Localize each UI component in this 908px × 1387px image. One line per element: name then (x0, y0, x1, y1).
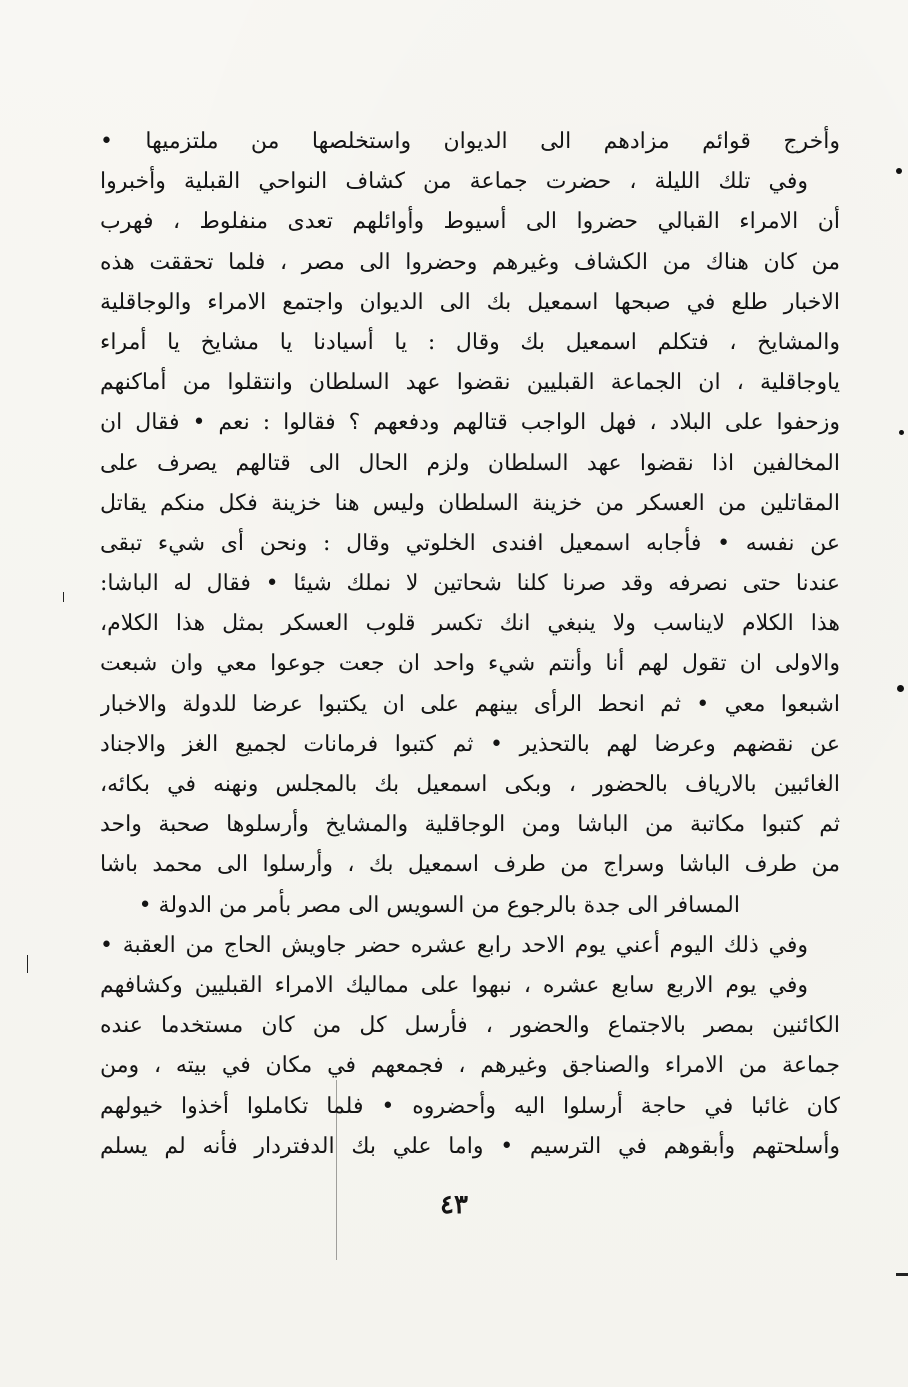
text-line: ثم كتبوا مكاتبة من الباشا ومن الوجاقلية والمشايخ وأرسلوها صحبة واحد (100, 812, 840, 838)
text-line: والاولى ان تقول لهم أنا وأنتم شيء واحد ان جعت جوعوا معي وان شبعت (100, 651, 840, 677)
margin-speck (63, 592, 64, 602)
text-line: الغائبين بالارياف بالحضور ، وبكى اسمعيل بك بالمجلس ونهنه في بكائه، (100, 772, 840, 797)
text-line: هذا الكلام لايناسب ولا ينبغي انك تكسر قلوب العسكر بمثل هذا الكلام، (100, 611, 840, 637)
body-text (100, 122, 840, 1167)
text-line: كان غائبا في حاجة أرسلوا اليه وأحضروه • فلما تكاملوا أخذوا خيولهم (100, 1093, 840, 1119)
margin-speck (896, 1273, 908, 1276)
text-line: المقاتلين من العسكر من خزينة السلطان وليس هنا خزينة فكل منكم يقاتل (100, 490, 840, 516)
text-line: اشبعوا معي • ثم انحط الرأى بينهم على ان يكتبوا عرضا للدولة والاخبار (100, 691, 840, 717)
text-line: وفي تلك الليلة ، حضرت جماعة من كشاف النواحي القبلية وأخبروا (100, 169, 808, 195)
text-line: جماعة من الامراء والصناجق وغيرهم ، فجمعهم في مكان في بيته ، ومن (100, 1053, 840, 1079)
text-line: وأسلحتهم وأبقوهم في الترسيم • واما علي بك الدفتردار فأنه لم يسلم (100, 1133, 840, 1159)
text-line: ياوجاقلية ، ان الجماعة القبليين نقضوا عهد السلطان وانتقلوا من أماكنهم (100, 370, 840, 396)
text-line: وفي يوم الاربع سابع عشره ، نبهوا على مماليك الامراء القبليين وكشافهم (100, 972, 808, 998)
page-number: ٤٣ (440, 1190, 468, 1220)
text-line: والمشايخ ، فتكلم اسمعيل بك وقال : يا أسيادنا يا مشايخ يا أمراء (100, 329, 840, 355)
text-line: الكائنين بمصر بالاجتماع والحضور ، فأرسل كل من كان مستخدما عنده (100, 1013, 840, 1039)
text-line: عن نقضهم وعرضا لهم بالتحذير • ثم كتبوا فرمانات لجميع الغز والاجناد (100, 731, 840, 757)
text-line: وفي ذلك اليوم أعني يوم الاحد رابع عشره حضر جاويش الحاج من العقبة • (100, 932, 808, 958)
text-line: عن نفسه • فأجابه اسمعيل افندى الخلوتي وقال : ونحن أى شيء تبقى (100, 530, 840, 556)
text-line: أن الامراء القبالي حضروا الى أسيوط وأوائلهم تعدى منفلوط ، فهرب (100, 209, 840, 235)
margin-speck (897, 685, 904, 692)
margin-speck (899, 430, 904, 435)
text-line: من طرف الباشا وسراج من طرف اسمعيل بك ، وأرسلوا الى محمد باشا (100, 852, 840, 878)
text-line: الاخبار طلع في صبحها اسمعيل بك الى الديوان واجتمع الامراء والوجاقلية (100, 289, 840, 315)
margin-speck (896, 168, 902, 174)
page-crease (336, 1080, 337, 1260)
text-line: المسافر الى جدة بالرجوع من السويس الى مصر بأمر من الدولة • (138, 892, 740, 918)
text-line: وزحفوا على البلاد ، فهل الواجب قتالهم ودفعهم ؟ فقالوا : نعم • فقال ان (100, 410, 840, 436)
text-line: من كان هناك من الكشاف وغيرهم وحضروا الى مصر ، فلما تحققت هذه (100, 249, 840, 275)
text-line: المخالفين اذا نقضوا عهد السلطان ولزم الحال الى قتالهم يصرف على (100, 450, 840, 476)
text-line: وأخرج قوائم مزادهم الى الديوان واستخلصها من ملتزميها • (100, 129, 840, 154)
text-line: عندنا حتى نصرفه وقد صرنا كلنا شحاتين لا نملك شيئا • فقال له الباشا: (100, 571, 840, 597)
margin-speck (27, 955, 28, 973)
